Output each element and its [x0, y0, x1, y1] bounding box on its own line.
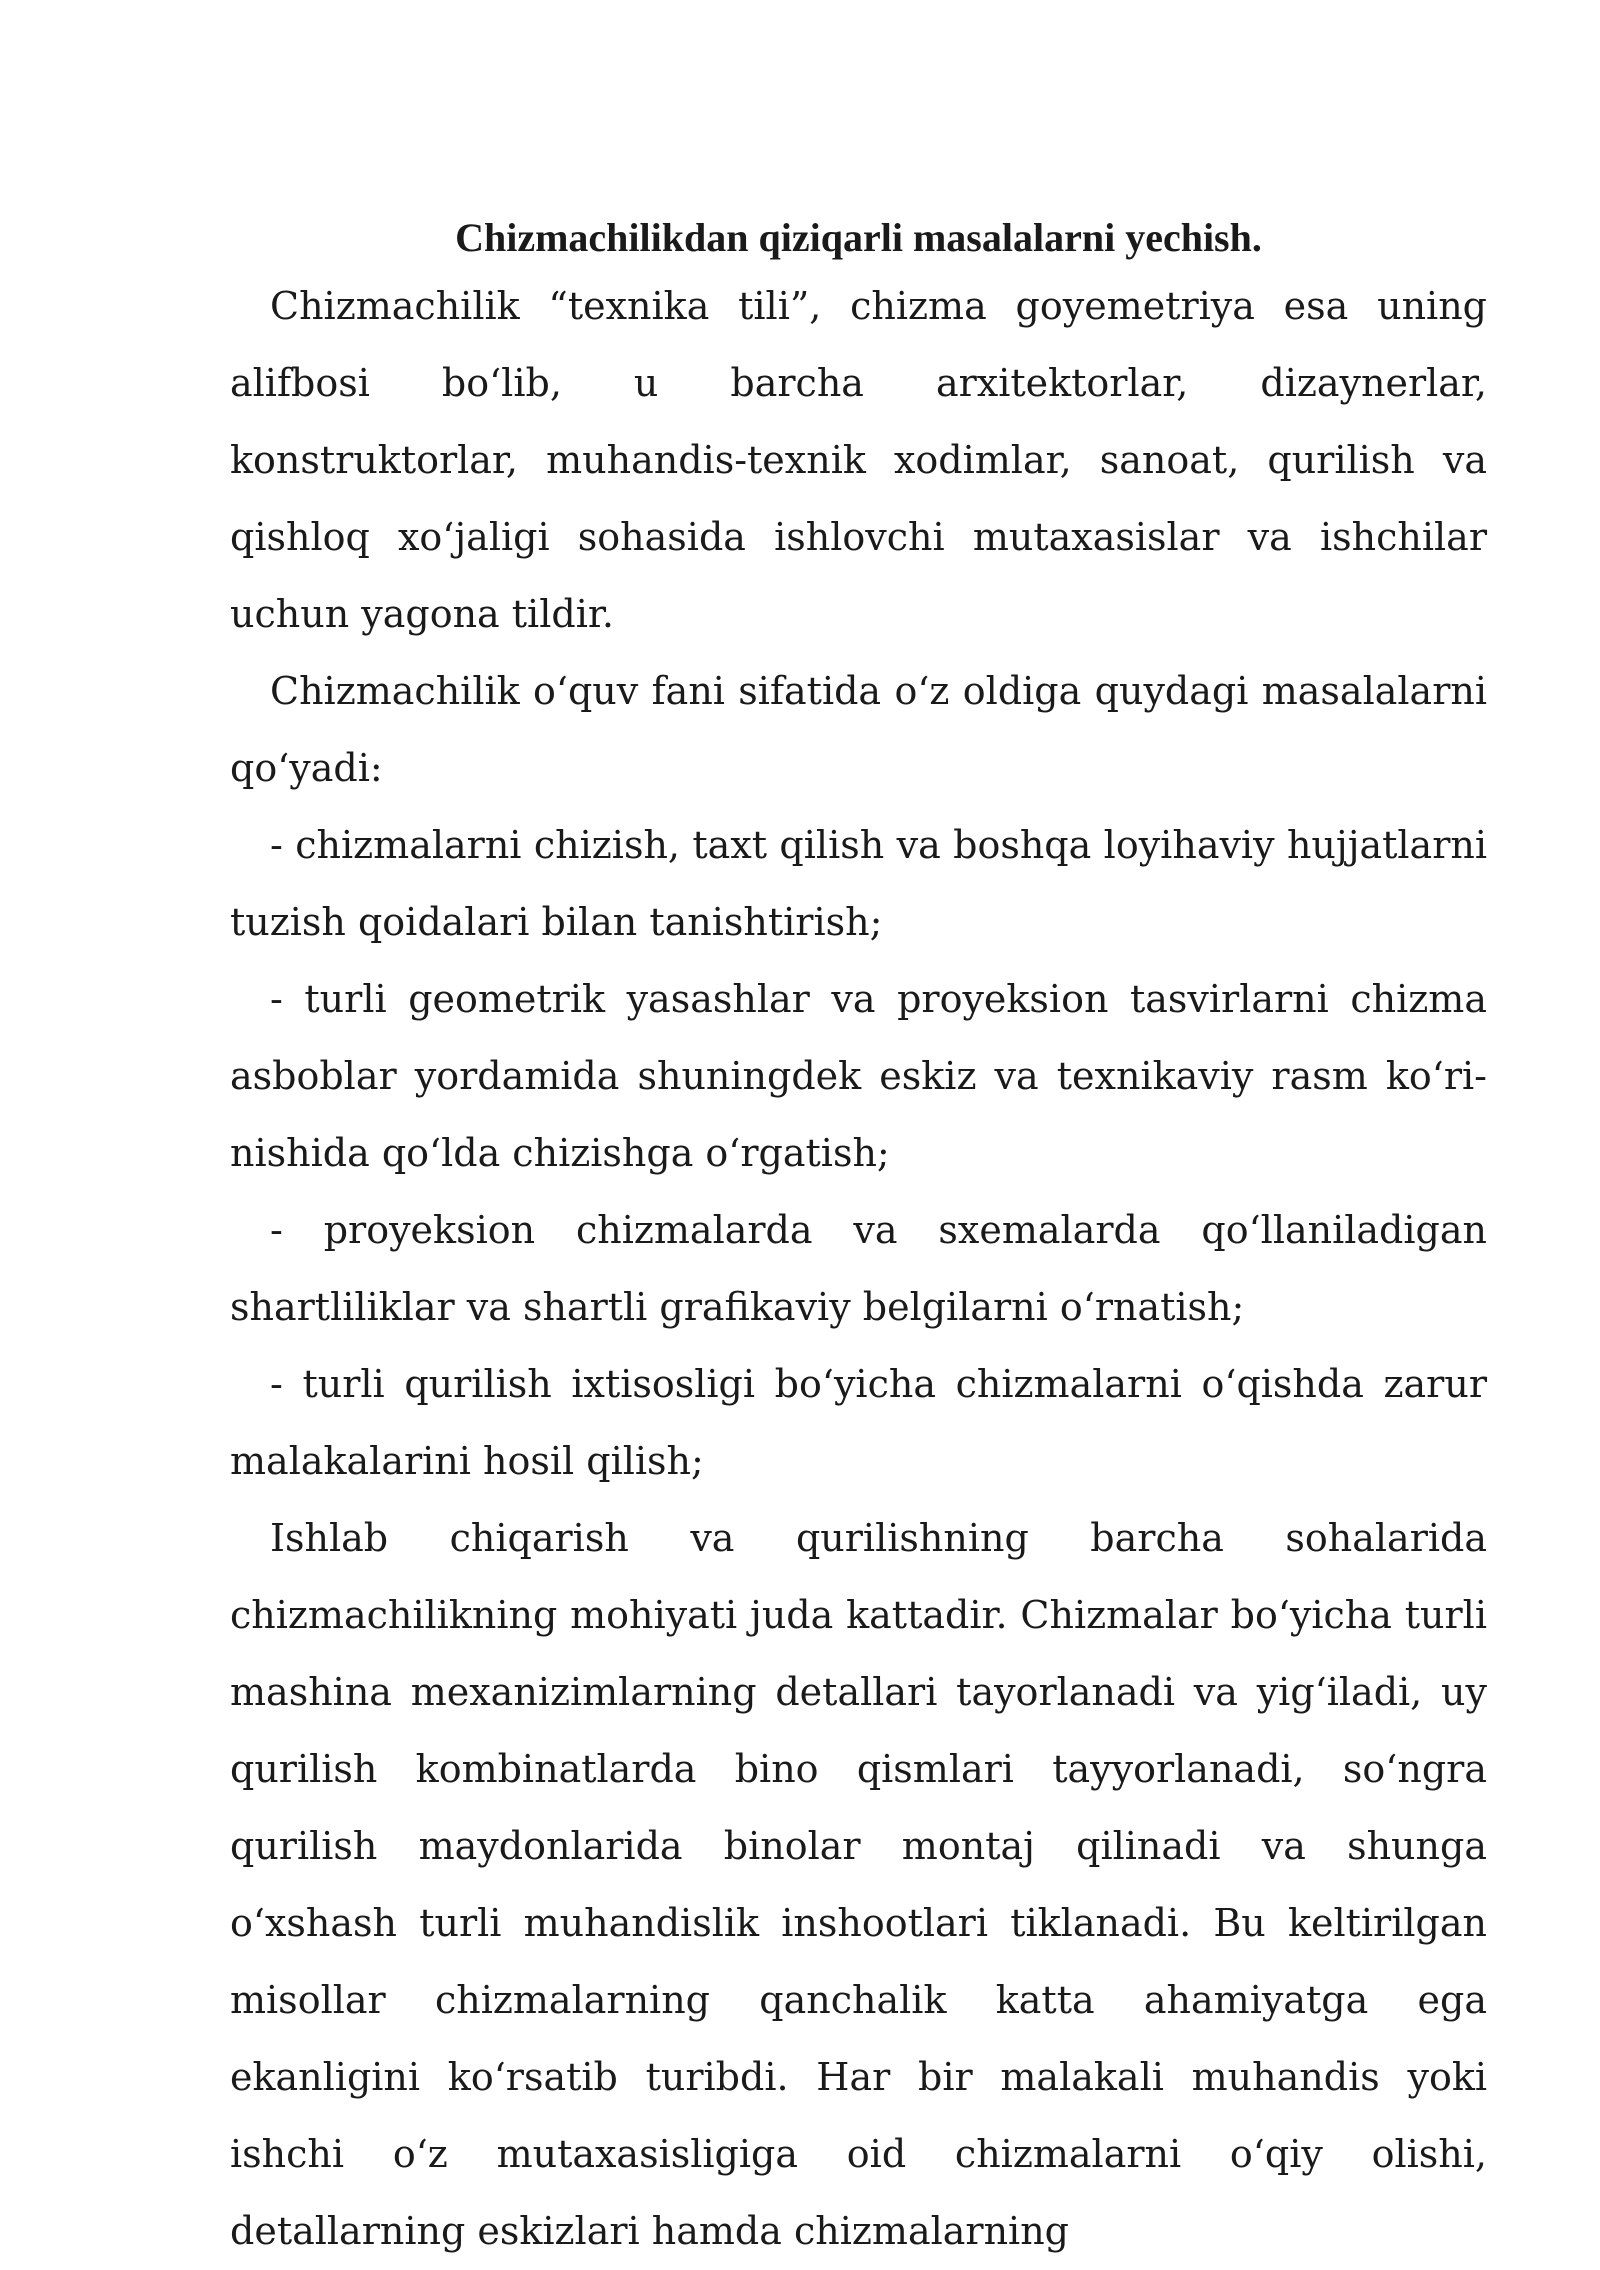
paragraph-importance: Ishlab chiqarish va qurilishning barcha sohalarida chizmachilikning mohiyati juda kattadir. Chizmalar bo‘yicha turli mashina mexanizimlarning detallari tayorlanadi va yig‘iladi, uy qurilish kombinatlarda bino qismlari tayyorlanadi, so‘ngra qurilish maydonlarida binolar montaj qilinadi va shunga o‘xshash turli muhandislik inshootlari tiklanadi. Bu keltirilgan misollar chizmalarning qanchalik katta ahamiyatga ega ekanligini ko‘rsatib turibdi. Har bir malakali muhandis yoki ishchi o‘z mutaxasisligiga oid chizmalarni o‘qiy olishi, detallarning eskizlari hamda chizmalarning [230, 1516, 1487, 2253]
document-page [230, 200, 1487, 2270]
list-item-task-3: - proyeksion chizmalarda va sxemalarda qo‘llaniladigan shartliliklar va shartli grafikaviy belgilarni o‘rnatish; [230, 1208, 1487, 1329]
paragraph-tasks-intro: Chizmachilik o‘quv fani sifatida o‘z oldiga quydagi masalalarni qo‘yadi: [230, 669, 1487, 790]
paragraph-intro: Chizmachilik “texnika tili”, chizma goyemetriya esa uning alifbosi bo‘lib, u barcha arxitektorlar, dizaynerlar, konstruktorlar, muhandis-texnik xodimlar, sanoat, qurilish va qishloq xo‘jaligi sohasida ishlovchi mutaxasislar va ishchilar uchun yagona tildir. [230, 284, 1487, 636]
document-title: Chizmachilikdan qiziqarli masalalarni yechish. [455, 215, 1262, 260]
list-item-task-2: - turli geometrik yasashlar va proyeksion tasvirlarni chizma asboblar yordamida shuningdek eskiz va texnikaviy rasm ko‘ri-nishida qo‘lda chizishga o‘rgatish; [230, 977, 1487, 1175]
list-item-task-4: - turli qurilish ixtisosligi bo‘yicha chizmalarni o‘qishda zarur malakalarini hosil qilish; [230, 1362, 1487, 1483]
list-item-task-1: - chizmalarni chizish, taxt qilish va boshqa loyihaviy hujjatlarni tuzish qoidalari bilan tanishtirish; [230, 823, 1487, 944]
